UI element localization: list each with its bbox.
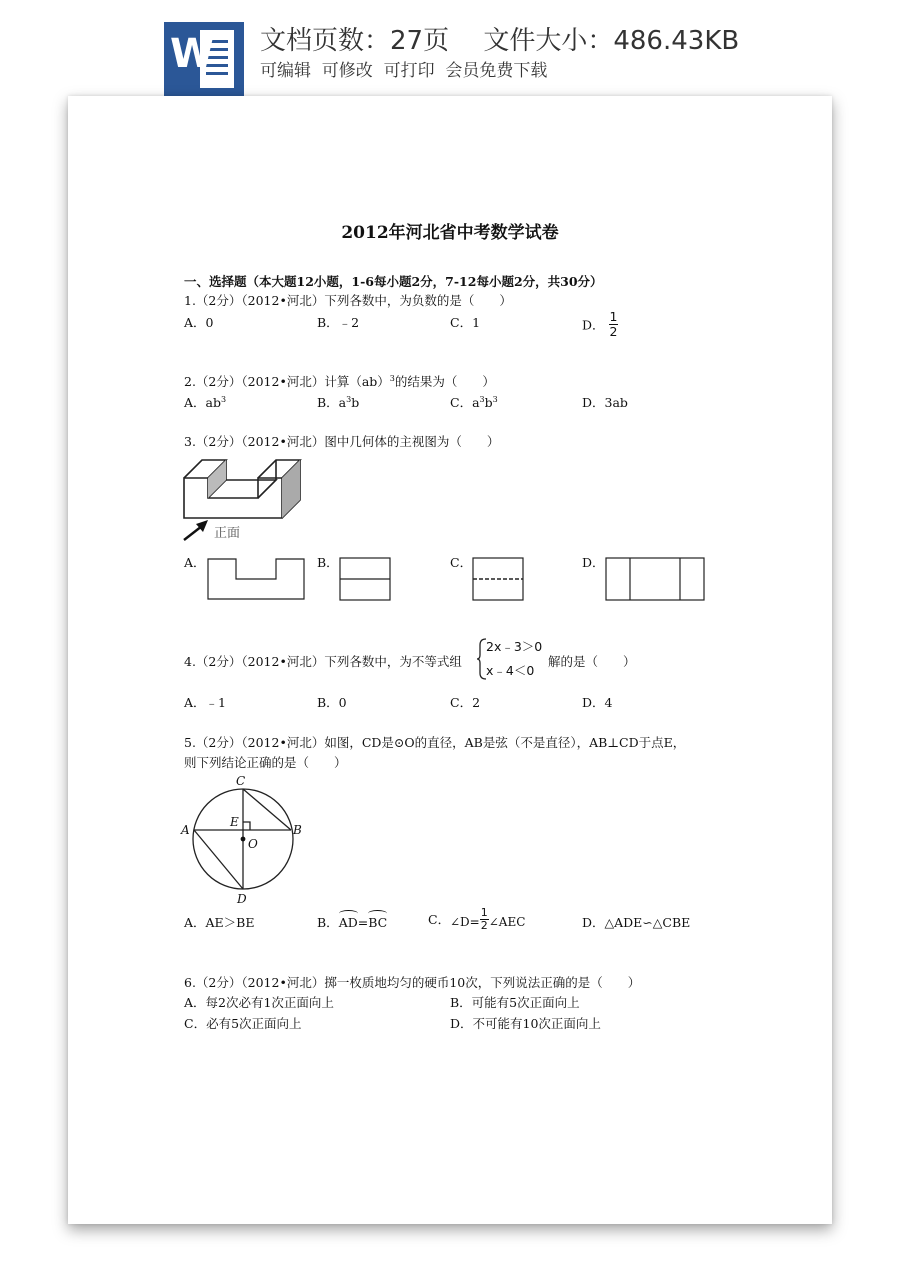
point-label-c: C xyxy=(236,774,246,788)
question-3-stem: 3.（2分）（2012•河北）图中几何体的主视图为（ ） xyxy=(184,434,500,449)
download-header xyxy=(0,0,900,100)
point-label-o: O xyxy=(248,837,258,851)
q3-option-d-figure xyxy=(605,557,705,601)
point-label-b: B xyxy=(293,823,302,837)
section-heading: 一、选择题（本大题12小题，1-6每小题2分，7-12每小题2分，共30分） xyxy=(184,274,603,289)
q4-option-a: A．﹣1 xyxy=(184,695,226,710)
q3-option-a: A． xyxy=(184,555,206,570)
point-label-e: E xyxy=(230,815,239,829)
u-shape-solid-figure xyxy=(180,454,310,544)
word-document-icon xyxy=(164,22,244,96)
q6-option-b: B．可能有5次正面向上 xyxy=(450,995,580,1010)
q3-option-c-figure xyxy=(472,557,524,601)
q2-option-c: C．$a^3b^3$ xyxy=(450,394,498,410)
q5-option-b: B．AD=BC xyxy=(317,915,388,930)
front-view-label: 正面 xyxy=(214,526,241,541)
q6-option-c: C．必有5次正面向上 xyxy=(184,1016,302,1031)
q6-option-a: A．每2次必有1次正面向上 xyxy=(184,995,334,1010)
point-label-a: A xyxy=(181,823,190,837)
file-info-line: 文档页数：27页 文件大小：486.43KB xyxy=(260,26,740,56)
question-1-stem: 1.（2分）（2012•河北）下列各数中，为负数的是（ ） xyxy=(184,293,512,308)
question-5-stem-line1: 5.（2分）（2012•河北）如图，CD是⊙O的直径，AB是弦（不是直径），AB⊥CD于点E， xyxy=(184,735,686,750)
arc-ad: AD xyxy=(338,915,358,930)
q1-option-c: C．1 xyxy=(450,315,481,330)
q5-option-a: A．AE＞BE xyxy=(184,915,255,930)
q4-stem-post: 解的是（ ） xyxy=(548,654,636,669)
document-title: 2012年河北省中考数学试卷 xyxy=(341,223,559,243)
question-5-stem-line2: 则下列结论正确的是（ ） xyxy=(184,755,347,770)
q4-option-b: B．0 xyxy=(317,695,347,710)
q3-option-a-figure xyxy=(206,557,306,601)
question-4-stem xyxy=(184,652,462,670)
question-6-stem: 6.（2分）（2012•河北）掷一枚质地均匀的硬币10次，下列说法正确的是（ ） xyxy=(184,975,641,990)
q4-inequality-1: 2x﹣3＞0 xyxy=(486,639,543,654)
fraction-numerator: 1 xyxy=(609,309,618,324)
fraction-denominator: 2 xyxy=(609,323,618,339)
question-2-stem: 2.（2分）（2012•河北）计算（ab）$^3$的结果为（ ） xyxy=(184,373,495,389)
q4-inequality-2: x﹣4＜0 xyxy=(486,663,535,678)
q4-stem-pre: 4.（2分）（2012•河北）下列各数中，为不等式组 xyxy=(184,654,462,669)
q3-option-b: B． xyxy=(317,555,339,570)
q2-option-d: D．3ab xyxy=(582,395,628,410)
word-icon-letter: W xyxy=(170,31,215,77)
feature-line: 可编辑 可修改 可打印 会员免费下载 xyxy=(260,61,548,81)
q2-option-a: A．$ab^3$ xyxy=(184,394,227,410)
q3-option-d: D． xyxy=(582,555,605,570)
q5-option-c-expression: ∠D= $\frac{1}{2}$ ∠AEC xyxy=(450,906,526,933)
q3-option-c: C． xyxy=(450,555,473,570)
point-label-d: D xyxy=(237,892,247,906)
fraction xyxy=(609,310,619,339)
q6-option-d: D．不可能有10次正面向上 xyxy=(450,1016,601,1031)
q1-option-b: B．﹣2 xyxy=(317,315,360,330)
document-page xyxy=(68,96,832,1224)
fraction: $\frac{1}{2}$ xyxy=(480,906,488,933)
q3-option-b-figure xyxy=(339,557,391,601)
q1-option-a: A．0 xyxy=(184,315,214,330)
q5-option-c: C． xyxy=(428,912,451,927)
q1-option-d-label: D． xyxy=(582,317,605,333)
arc-bc: BC xyxy=(368,915,388,930)
q1-option-d xyxy=(582,309,618,339)
q5-option-d: D．△ADE∽△CBE xyxy=(582,915,691,930)
circle-geometry-figure xyxy=(180,772,310,907)
q4-option-c: C．2 xyxy=(450,695,481,710)
q4-option-d: D．4 xyxy=(582,695,613,710)
q2-option-b: B．$a^3b$ xyxy=(317,394,360,410)
